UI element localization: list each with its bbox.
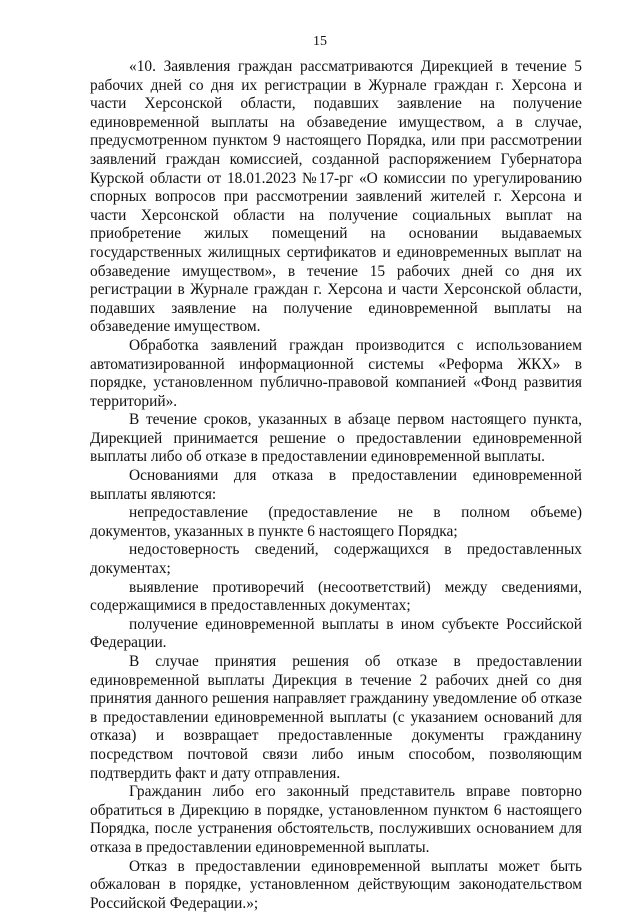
- refusal-ground-missing-documents: непредоставление (предоставление не в полном объеме) документов, указанных в пункте 6 настоящего Порядка;: [90, 504, 582, 540]
- paragraph-refusal-notification: В случае принятия решения об отказе в предоставлении единовременной выплаты Дирекция в течение 2 рабочих дней со дня принятия данного решения направляет гражданину уведомление об отказе в предоставлении единовременной выплаты (с указанием оснований для отказа) и возвращает предоставленные документы гражданину посредством почтовой связи либо иным способом, позволяющим подтвердить факт и дату отправления.: [90, 653, 582, 782]
- paragraph-decision-term: В течение сроков, указанных в абзаце первом настоящего пункта, Дирекцией принимается решение о предоставлении единовременной выплаты либо об отказе в предоставлении единовременной выплаты.: [90, 411, 582, 466]
- page-number: 15: [313, 34, 327, 49]
- refusal-ground-contradictions: выявление противоречий (несоответствий) между сведениями, содержащимися в предоставленных документах;: [90, 578, 582, 615]
- paragraph-appeal: Отказ в предоставлении единовременной выплаты может быть обжалован в порядке, установленном действующим законодательством Российской Федерации.»;: [90, 857, 582, 912]
- refusal-ground-other-region: получение единовременной выплаты в ином субъекте Российской Федерации.: [90, 615, 582, 652]
- document-body: [90, 58, 582, 913]
- paragraph-repeat-application: Гражданин либо его законный представитель вправе повторно обратиться в Дирекцию в порядке, установленном пунктом 6 настоящего Порядка, после устранения обстоятельств, послуживших основанием для отказа в предоставлении единовременной выплаты.: [90, 783, 582, 856]
- paragraph-processing: Обработка заявлений граждан производится с использованием автоматизированной информационной системы «Реформа ЖКХ» в порядке, установленном публично-правовой компанией «Фонд развития территорий».: [90, 336, 582, 410]
- refusal-ground-unreliable-data: недостоверность сведений, содержащихся в предоставленных документах;: [90, 541, 582, 578]
- paragraph-item-10: «10. Заявления граждан рассматриваются Дирекцией в течение 5 рабочих дней со дня их регистрации в Журнале граждан г. Херсона и части Херсонской области, подавших заявление на получение единовременной выплаты на обзаведение имуществом, а в случае, предусмотренном пунктом 9 настоящего Порядка, или при рассмотрении заявлений граждан комиссией, созданной распоряжением Губернатора Курской области от 18.01.2023 №17-рг «О комиссии по урегулированию спорных вопросов при рассмотрении заявлений жителей г. Херсона и части Херсонской области на получение социальных выплат на приобретение жилых помещений на основании выдаваемых государственных жилищных сертификатов и единовременных выплат на обзаведение имуществом», в течение 15 рабочих дней со дня их регистрации в Журнале граждан г. Херсона и части Херсонской области, подавших заявление на получение единовременной выплаты на обзаведение имуществом.: [90, 58, 582, 336]
- paragraph-refusal-grounds-intro: Основаниями для отказа в предоставлении единовременной выплаты являются:: [90, 467, 582, 503]
